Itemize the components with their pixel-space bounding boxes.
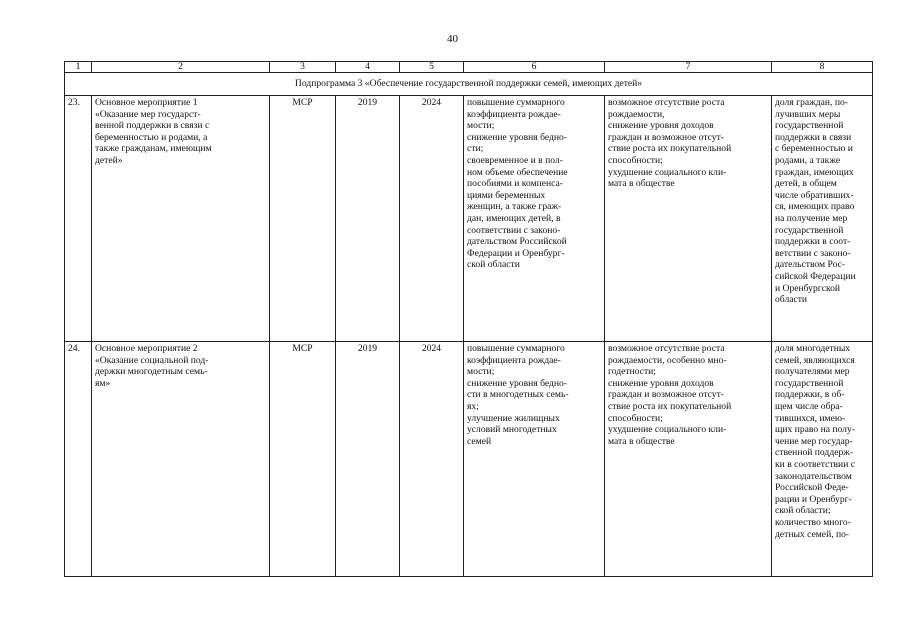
row-number: 24.: [65, 342, 92, 577]
column-number-5: 5: [400, 62, 464, 73]
end-year: 2024: [400, 342, 464, 577]
subprogram-row: [65, 73, 873, 96]
related-indicators: доля многодетных семей, являющихся получателями мер государственной поддержки, в об- щем числе обра- тившихся, имею- щих право на полу- чение мер государ- ственной поддерж- ки в соответствии с законодательством Российской Феде- рации и Оренбург- ской области; количество много- детных семей, по-: [772, 342, 873, 577]
expected-result: повышение суммарного коэффициента рождае- мости; снижение уровня бедно- сти в многодетных семь- ях; улучшение жилищных условий многодетных семей: [464, 342, 605, 577]
measures-table: [64, 61, 873, 577]
column-number-8: 8: [772, 62, 873, 73]
column-number-2: 2: [92, 62, 270, 73]
column-number-row: [65, 62, 873, 73]
start-year: 2019: [336, 96, 400, 342]
measure-name: Основное мероприятие 2 «Оказание социальной под- держки многодетным семь- ям»: [92, 342, 270, 577]
non-implementation-consequences: возможное отсутствие роста рождаемости, снижение уровня доходов граждан и возможное отсут- ствие роста их покупательной способности; ухудшение социального кли- мата в обществе: [605, 96, 772, 342]
executor: МСР: [270, 96, 336, 342]
table-row: [65, 96, 873, 342]
related-indicators: доля граждан, по- лучивших меры государственной поддержки в связи с беременностью и родами, а также граждан, имеющих детей, в общем числе обративших- ся, имеющих право на получение мер государственной поддержки в соот- ветствии с законо- дательством Рос- сийской Федерации и Оренбургской области: [772, 96, 873, 342]
column-number-1: 1: [65, 62, 92, 73]
table-row: [65, 342, 873, 577]
column-number-7: 7: [605, 62, 772, 73]
subprogram-title: Подпрограмма 3 «Обеспечение государственной поддержки семей, имеющих детей»: [65, 73, 873, 96]
start-year: 2019: [336, 342, 400, 577]
measure-name: Основное мероприятие 1 «Оказание мер государст- венной поддержки в связи с беременностью и родами, а также гражданам, имеющим детей»: [92, 96, 270, 342]
executor: МСР: [270, 342, 336, 577]
expected-result: повышение суммарного коэффициента рождае- мости; снижение уровня бедно- сти; своевременное и в пол- ном объеме обеспечение пособиями и компенса- циями беременных женщин, а также граж- дан, имеющих детей, в соответствии с законо- дательством Российской Федерации и Оренбург- ской области: [464, 96, 605, 342]
column-number-6: 6: [464, 62, 605, 73]
row-number: 23.: [65, 96, 92, 342]
end-year: 2024: [400, 96, 464, 342]
column-number-3: 3: [270, 62, 336, 73]
column-number-4: 4: [336, 62, 400, 73]
page-number: 40: [447, 33, 458, 45]
non-implementation-consequences: возможное отсутствие роста рождаемости, особенно мно- годетности; снижение уровня доходов граждан и возможное отсут- ствие роста их покупательной способности; ухудшение социального кли- мата в обществе: [605, 342, 772, 577]
